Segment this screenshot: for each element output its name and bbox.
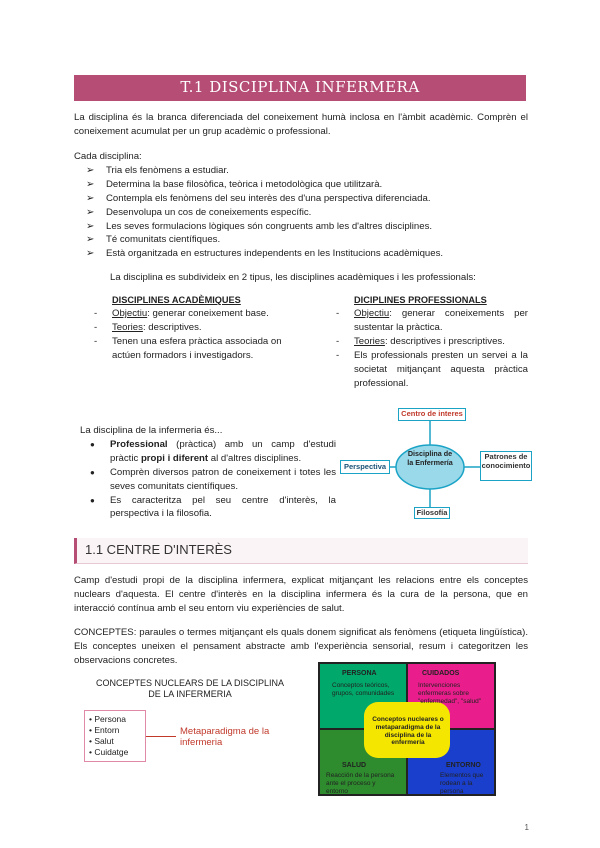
term-text: Tenen una esfera pràctica associada on actúen formadors i investigadors. xyxy=(112,336,282,362)
subdivide-text: La disciplina es subdivideix en 2 tipus, les disciplines acadèmiques i les professionals: xyxy=(110,272,476,283)
cuidados-text: Intervenciones enfermeras sobre "enfermedad", "salud" xyxy=(418,682,482,705)
bold-text: Professional xyxy=(110,438,168,450)
item-text: Entorn xyxy=(94,725,120,736)
academic-list xyxy=(80,307,300,363)
professional-list xyxy=(322,307,528,390)
conceptes-paragraph: CONCEPTES: paraules o termes mitjançant els quals donem significat als fenòmens (etiqueta lingüística). Els conceptes uneixen el pensament abstracte amb l'experiència sensorial, resum i categoritzen les observacions concretes. xyxy=(74,627,528,666)
item-text: Cuidatge xyxy=(94,747,129,758)
nuclear-title: CONCEPTES NUCLEARS DE LA DISCIPLINA DE LA INFERMERIA xyxy=(95,678,285,699)
salud-label: SALUD xyxy=(342,762,367,769)
list-item xyxy=(322,307,528,335)
list-item xyxy=(322,335,528,349)
cuidados-label: CUIDADOS xyxy=(422,670,460,677)
bold-text: propi i diferent xyxy=(140,452,209,464)
term-text: : generar coneixement base. xyxy=(147,308,269,320)
cada-list xyxy=(74,164,528,261)
term: Teories xyxy=(354,336,385,348)
professional-column xyxy=(322,294,528,391)
text: (pràctica) amb un camp d'estudi pràctic xyxy=(110,438,336,464)
term: Teories xyxy=(112,322,143,334)
infermeria-block xyxy=(80,424,336,521)
list-item xyxy=(80,307,300,321)
list-item: • Entorn xyxy=(89,725,120,736)
term: Objectiu xyxy=(112,308,148,320)
arrow-line xyxy=(146,736,176,737)
academic-heading: DISCIPLINES ACADÈMIQUES xyxy=(112,295,241,305)
list-item xyxy=(80,438,336,466)
section-heading: 1.1 CENTRE D'INTERÈS xyxy=(74,538,528,564)
list-item: ● Es caracteritza pel seu centre d'interès, la perspectiva i la filosofia. xyxy=(80,494,336,522)
diagram-top: Centro de interes xyxy=(398,408,466,421)
list-item: ➢ Contempla els fenòmens del seu interès des d'una perspectiva diferenciada. xyxy=(74,192,528,206)
item-text: Persona xyxy=(94,714,127,724)
term-text: Els professionals presten un servei a la societat mitjançant aquesta pràctica professional. xyxy=(354,350,528,389)
persona-text: Conceptos teóricos, grupos, comunidades xyxy=(332,682,395,697)
list-item: ➢ Té comunitats científiques. xyxy=(74,233,528,247)
term-text: : descriptives i prescriptives. xyxy=(384,336,505,348)
list-item: ➢ Les seves formulacions lògiques són congruents amb les d'altres disciplines. xyxy=(74,220,528,234)
term: Objectiu xyxy=(354,308,390,320)
list-item: ● Comprèn diversos patron de coneixement i totes les seves comunitats científiques. xyxy=(80,466,336,494)
list-item xyxy=(80,321,300,335)
item-text: Salut xyxy=(94,736,114,747)
page-title: T.1 DISCIPLINA INFERMERA xyxy=(74,75,526,101)
intro-paragraph: La disciplina és la branca diferenciada del coneixement humà inclosa en l'àmbit acadèmic. Comprèn el coneixement acumulat per un grup acadèmic o professional. xyxy=(74,112,528,137)
professional-heading: DICIPLINES PROFESSIONALS xyxy=(354,295,487,305)
nuclear-list xyxy=(84,710,146,762)
list-item: ➢ Està organitzada en estructures independents en les Institucions acadèmiques. xyxy=(74,247,528,261)
entorno-label: ENTORNO xyxy=(446,762,481,769)
list-item xyxy=(322,349,528,391)
list-item xyxy=(80,335,300,363)
discipline-diagram xyxy=(338,405,532,519)
diagram-bottom: Filosofía xyxy=(414,507,450,519)
list-item: ➢ Tria els fenòmens a estudiar. xyxy=(74,164,528,178)
salud-text: Reacción de la persona ante el proceso y entorno xyxy=(326,772,395,795)
infermeria-list xyxy=(80,438,336,521)
diagram-center: Disciplina de la Enfermería xyxy=(407,449,453,467)
cada-label: Cada disciplina: xyxy=(74,151,142,162)
centre-paragraph: Camp d'estudi propi de la disciplina infermera, explicat mitjançant les relacions entre els conceptes nuclears d'aquesta. El centre d'interès en la disciplina infermera és la cura de la persona, que en interacció contínua amb el seu entorn viu experiències de salut. xyxy=(74,575,528,614)
diagram-right: Patrones de conocimiento xyxy=(480,451,532,481)
term-text: : descriptives. xyxy=(142,322,202,334)
diagram-left: Perspectiva xyxy=(340,460,390,474)
persona-label: PERSONA xyxy=(342,670,377,677)
cada-disciplina-block xyxy=(74,150,528,261)
academic-column xyxy=(80,294,300,363)
metaparadigm-label: Metaparadigma de la infermeria xyxy=(180,726,270,749)
entorno-text: Elementos que rodean a la persona xyxy=(440,772,484,795)
infermeria-label: La disciplina de la infermeria és... xyxy=(80,425,223,436)
center-text: Conceptos nucleares o metaparadigma de la disciplina de la enfermería xyxy=(372,716,444,747)
list-item: • Persona xyxy=(89,714,127,724)
text: al d'altres disciplines. xyxy=(208,452,302,464)
term-text: : generar coneixements per sustentar la pràctica. xyxy=(354,308,528,334)
list-item: ➢ Desenvolupa un cos de coneixements específic. xyxy=(74,206,528,220)
list-item: ➢ Determina la base filosòfica, teòrica i metodològica que utilitzarà. xyxy=(74,178,528,192)
list-item: • Cuidatge xyxy=(89,747,129,758)
puzzle-figure xyxy=(318,662,496,796)
list-item: • Salut xyxy=(89,736,114,747)
page-number: 1 xyxy=(524,823,529,832)
